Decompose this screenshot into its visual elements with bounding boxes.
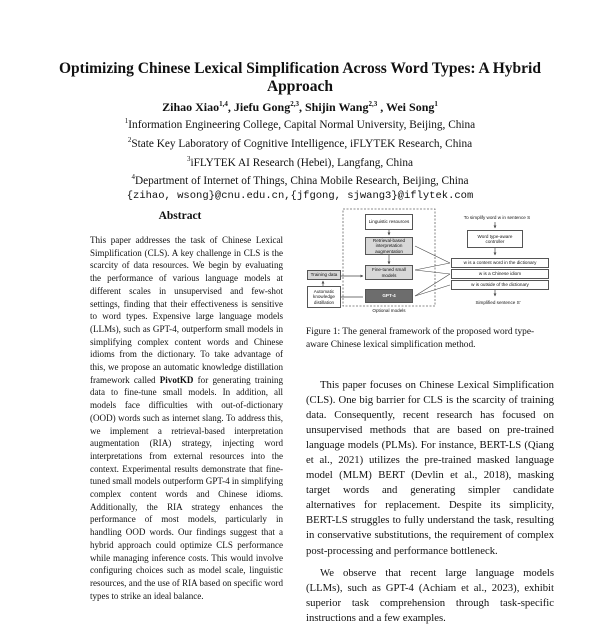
affiliations (40, 114, 560, 204)
affiliation: $^4$Department of Internet of Things, China Mobile Research, Beijing, China (131, 173, 469, 188)
author-emails: {zihao, wsong}@cnu.edu.cn,{jfgong, sjwang3}@iflytek.com (126, 190, 474, 203)
framework-figure (305, 208, 553, 316)
author-affil-mark: 2,3 (290, 100, 299, 108)
controller-box: Word type-aware controller (467, 230, 523, 248)
paragraph: We observe that recent large language models (LLMs), such as GPT-4 (Achiam et al., 2023), exhibit superior task comprehension through task-specific instructions and a few examples. (306, 566, 554, 624)
affiliation: $^1$Information Engineering College, Capital Normal University, Beijing, China (124, 117, 476, 131)
author-affil-mark: 2,3 (368, 100, 378, 108)
input-label: To simplify word w in sentence S (445, 213, 549, 222)
retrieval-augmentation-box: Retrieval-based interpretation augmentation (365, 237, 413, 255)
affiliation: $^2$State Key Laboratory of Cognitive Intelligence, iFLYTEK Research, China (127, 135, 473, 150)
gpt4-box: GPT-4 (365, 289, 413, 303)
optional-models-label: Optional models (372, 308, 406, 313)
author-name: Wei Song (386, 100, 435, 114)
condition-ood: w is outside of the dictionary (451, 280, 549, 290)
abstract-heading: Abstract (158, 210, 202, 222)
knowledge-distillation-box: Automatic knowledge distillation (307, 286, 341, 308)
method-name: PivotKD (159, 374, 194, 385)
author-name: Jiefu Gong (233, 100, 291, 114)
paragraph: This paper focuses on Chinese Lexical Simplification (CLS). One big barrier for CLS is the scarcity of training data. Consequently, recent research has focused on unsupervised methods that are based on pre-trained language models (PLMs). For instance, BERT-LS (Qiang et al., 2021) utilizes the pre-trained masked language model (MLM) BERT (Devlin et al., 2018), masking target words and generating simpler candidate alternatives for replacement. Despite its simplicity, BERT-LS struggles to fully understand the task, resulting in conservative substitutions, the requirement of complex post-processing and performance bottleneck. (306, 379, 554, 557)
training-data-box: Training data (307, 270, 341, 280)
author-list: Zihao Xiao$^{1,4}$, Jiefu Gong$^{2,3}$, Shijin Wang$^{2,3}$ , Wei Song$^1$ (162, 100, 438, 114)
finetuned-models-box: Fine-tuned small models (365, 265, 413, 280)
paper-title: Optimizing Chinese Lexical Simplification Across Word Types: A Hybrid Approach (59, 60, 541, 95)
author-affil-mark: 1 (434, 100, 438, 108)
abstract-body: This paper addresses the task of Chinese Lexical Simplification (CLS). A key challenge in CLS is the scarcity of data resources. We begin by evaluating the performance of various language models at different scales in unsupervised and few-shot settings, finding that their effectiveness is sensitive to word types. Expensive large language models (LLMs), such as GPT-4, outperform small models in simplifying complex content words and Chinese idioms from the dictionary. To take advantage of this, we propose an automatic knowledge distillation framework called PivotKD for generating training data to fine-tune small models. In addition, all models face difficulties with out-of-dictionary (OOD) words such as internet slang. To address this, we implement a retrieval-based interpretation augmentation (RIA) strategy, injecting word interpretations from external resources into the context. Experimental results demonstrate that fine-tuned small models outperform GPT-4 in simplifying complex content words and Chinese idioms. Additionally, the RIA strategy enhances the performance of most models, particularly in handling OOD words. Our findings suggest that a hybrid approach could optimize CLS performance while managing inference costs. This would involve configuring choices such as model scale, linguistic resources, and the use of RIA based on specific word types to strike an ideal balance. (90, 235, 284, 601)
introduction-text (306, 378, 554, 624)
condition-idiom: w is a Chinese idiom (451, 269, 549, 279)
output-label: Simplified sentence S' (455, 298, 541, 307)
affiliation: $^3$iFLYTEK AI Research (Hebei), Langfang, China (186, 154, 414, 169)
figure-caption: Figure 1: The general framework of the proposed word type-aware Chinese lexical simplification method. (306, 327, 535, 350)
author-name: Shijin Wang (304, 100, 369, 114)
author-name: Zihao Xiao (162, 100, 220, 114)
author-affil-mark: 1,4 (219, 100, 228, 108)
condition-content-word: w is a content word in the dictionary (451, 258, 549, 268)
linguistic-resources-box: Linguistic resources (365, 214, 413, 230)
